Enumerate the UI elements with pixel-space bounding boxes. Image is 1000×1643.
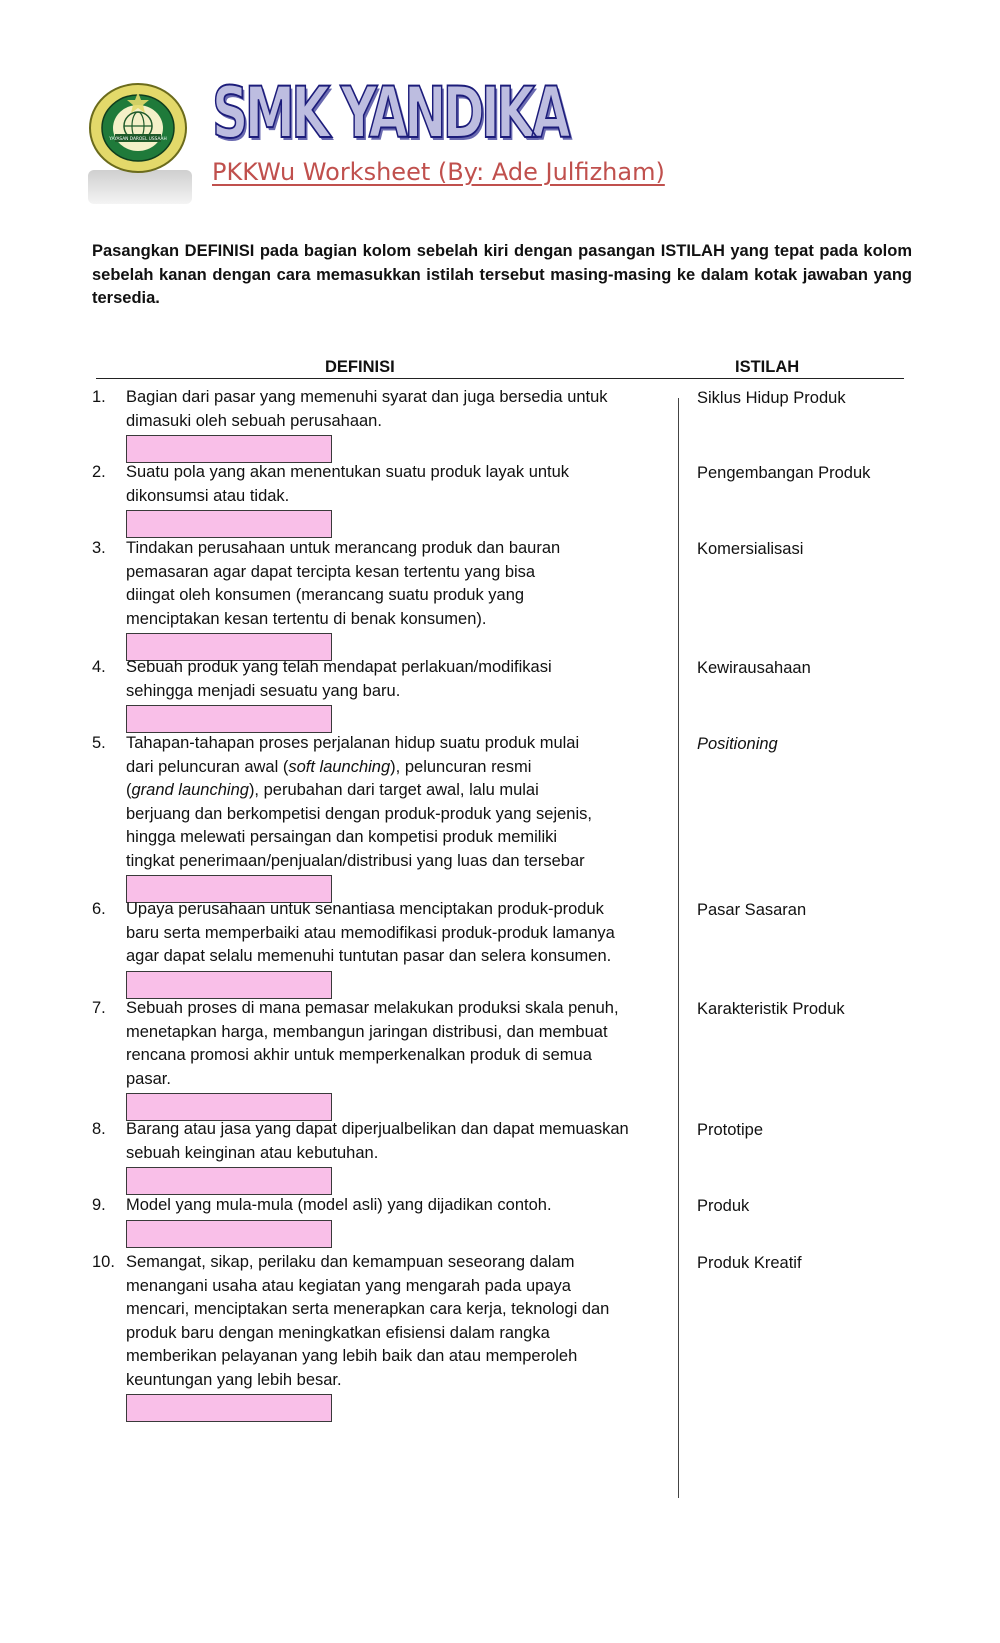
definition-text-part: ), peluncuran resmi ( bbox=[126, 757, 532, 799]
item-number: 1. bbox=[92, 388, 106, 406]
item-number: 3. bbox=[92, 539, 106, 557]
definition-emphasis: grand launching bbox=[131, 781, 249, 799]
item-number: 4. bbox=[92, 658, 106, 676]
answer-box-1[interactable] bbox=[126, 435, 332, 463]
definition-text-part: Tahapan-tahapan proses perjalanan hidup suatu produk mulai dari peluncuran awal ( bbox=[126, 734, 580, 776]
definition-text: Semangat, sikap, perilaku dan kemampuan seseorang dalam menangani usaha atau kegiatan yang mengarah pada upaya mencari, menciptakan serta menerapkan cara kerja, teknologi dan produk baru dengan meningkatkan efisiensi dalam rangka memberikan pelayanan yang lebih baik dan atau memperoleh keuntungan yang lebih besar. bbox=[126, 1253, 610, 1389]
definition-text: Sebuah proses di mana pemasar melakukan produksi skala penuh, menetapkan harga, membangun jaringan distribusi, dan membuat rencana promosi akhir untuk memperkenalkan produk di semua pasar. bbox=[126, 999, 619, 1088]
definition-item bbox=[92, 537, 672, 661]
answer-box-6[interactable] bbox=[126, 971, 332, 999]
term-item[interactable]: Produk bbox=[697, 1197, 750, 1215]
definition-item bbox=[92, 386, 672, 463]
term-item[interactable]: Komersialisasi bbox=[697, 540, 804, 558]
term-item[interactable]: Pasar Sasaran bbox=[697, 901, 807, 919]
answer-box-8[interactable] bbox=[126, 1167, 332, 1195]
item-number: 9. bbox=[92, 1196, 106, 1214]
answer-box-9[interactable] bbox=[126, 1220, 332, 1248]
column-header-definition: DEFINISI bbox=[325, 358, 395, 376]
definition-item bbox=[92, 656, 672, 733]
definition-item bbox=[92, 1118, 672, 1195]
item-number: 7. bbox=[92, 999, 106, 1017]
definition-text: Upaya perusahaan untuk senantiasa menciptakan produk-produk baru serta memperbaiki atau memodifikasi produk-produk lamanya agar dapat selalu memenuhi tuntutan pasar dan selera konsumen. bbox=[126, 900, 615, 965]
definition-text: Model yang mula-mula (model asli) yang dijadikan contoh. bbox=[126, 1196, 552, 1214]
definition-item bbox=[92, 1251, 672, 1422]
answer-box-2[interactable] bbox=[126, 510, 332, 538]
item-number: 10. bbox=[92, 1253, 115, 1271]
definition-text: Suatu pola yang akan menentukan suatu produk layak untuk dikonsumsi atau tidak. bbox=[126, 463, 570, 505]
column-divider bbox=[678, 398, 679, 1498]
school-logo bbox=[88, 82, 192, 206]
item-number: 2. bbox=[92, 463, 106, 481]
item-number: 8. bbox=[92, 1120, 106, 1138]
definition-text: Bagian dari pasar yang memenuhi syarat dan juga bersedia untuk dimasuki oleh sebuah perusahaan. bbox=[126, 388, 608, 430]
definition-text: Barang atau jasa yang dapat diperjualbelikan dan dapat memuaskan sebuah keinginan atau kebutuhan. bbox=[126, 1120, 629, 1162]
instructions: Pasangkan DEFINISI pada bagian kolom sebelah kiri dengan pasangan ISTILAH yang tepat pada kolom sebelah kanan dengan cara memasukkan istilah tersebut masing-masing ke dalam kotak jawaban yang tersedia. bbox=[92, 242, 912, 307]
worksheet-subtitle: PKKWu Worksheet (By: Ade Julfizham) bbox=[212, 158, 665, 186]
answer-box-7[interactable] bbox=[126, 1093, 332, 1121]
answer-box-4[interactable] bbox=[126, 705, 332, 733]
term-item[interactable]: Produk Kreatif bbox=[697, 1254, 802, 1272]
term-item[interactable]: Prototipe bbox=[697, 1121, 764, 1139]
term-item[interactable]: Pengembangan Produk bbox=[697, 464, 871, 482]
item-number: 6. bbox=[92, 900, 106, 918]
definition-item bbox=[92, 461, 672, 538]
definition-emphasis: soft launching bbox=[288, 757, 391, 776]
term-item[interactable]: Positioning bbox=[697, 735, 778, 753]
term-item[interactable]: Karakteristik Produk bbox=[697, 1000, 845, 1018]
definition-text: Tindakan perusahaan untuk merancang produk dan bauran pemasaran agar dapat tercipta kesan tertentu yang bisa diingat oleh konsumen (merancang suatu produk yang menciptakan kesan tertentu di benak konsumen). bbox=[126, 539, 561, 628]
term-item[interactable]: Kewirausahaan bbox=[697, 659, 811, 677]
definition-item bbox=[92, 898, 672, 999]
school-name: SMK YANDIKA bbox=[212, 72, 567, 154]
item-number: 5. bbox=[92, 734, 106, 752]
definition-text-part: ), perubahan dari target awal, lalu mulai berjuang dan berkompetisi dengan produk-produk yang sejenis, hingga melewati persaingan dan kompetisi produk memiliki tingkat penerimaan/penjualan/distribusi yang luas dan tersebar bbox=[126, 781, 592, 870]
definition-item bbox=[92, 732, 672, 903]
definition-item bbox=[92, 1194, 672, 1248]
column-header-term: ISTILAH bbox=[735, 358, 800, 376]
header-divider bbox=[96, 378, 904, 379]
answer-box-10[interactable] bbox=[126, 1394, 332, 1422]
term-item[interactable]: Siklus Hidup Produk bbox=[697, 389, 846, 407]
definition-item bbox=[92, 997, 672, 1121]
logo-text: YAYASAN DAROEL USSAAH bbox=[109, 137, 167, 142]
definition-text: Sebuah produk yang telah mendapat perlakuan/modifikasi sehingga menjadi sesuatu yang baru. bbox=[126, 658, 552, 700]
definition-text bbox=[126, 732, 672, 873]
